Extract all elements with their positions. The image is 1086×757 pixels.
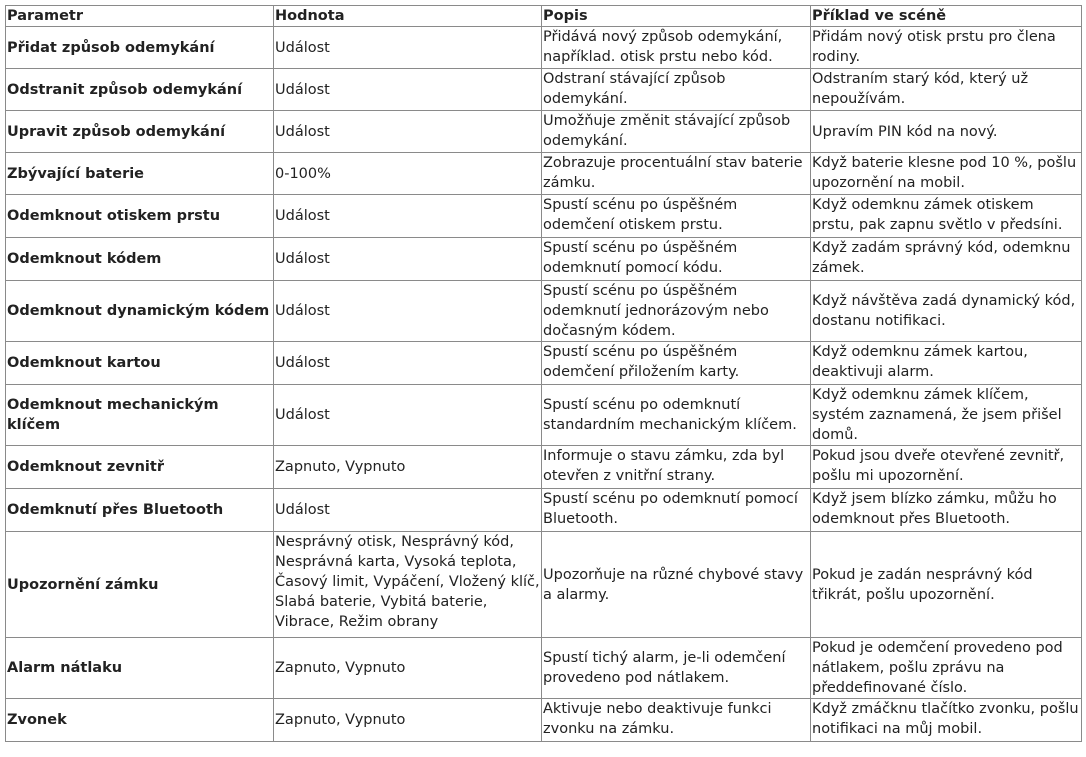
- parameter-description: Přidává nový způsob odemykání, například. otisk prstu nebo kód.: [542, 27, 811, 69]
- table-row: [6, 69, 1082, 111]
- parameter-example: Když jsem blízko zámku, můžu ho odemknout přes Bluetooth.: [811, 489, 1082, 532]
- parameter-example: Přidám nový otisk prstu pro člena rodiny.: [811, 27, 1082, 69]
- parameter-example: Když odemknu zámek otiskem prstu, pak zapnu světlo v předsíni.: [811, 195, 1082, 238]
- parameter-value: Událost: [274, 281, 542, 342]
- parameter-name: Zbývající baterie: [6, 153, 274, 195]
- parameter-description: Spustí scénu po odemknutí standardním mechanickým klíčem.: [542, 385, 811, 446]
- parameter-value: Zapnuto, Vypnuto: [274, 699, 542, 742]
- parameter-name: Odemknout otiskem prstu: [6, 195, 274, 238]
- parameter-example: Když odemknu zámek kartou, deaktivuji alarm.: [811, 342, 1082, 385]
- parameter-example: Když odemknu zámek klíčem, systém zaznamená, že jsem přišel domů.: [811, 385, 1082, 446]
- table-row: [6, 385, 1082, 446]
- parameter-name: Odstranit způsob odemykání: [6, 69, 274, 111]
- table-row: [6, 153, 1082, 195]
- parameter-example: Pokud jsou dveře otevřené zevnitř, pošlu mi upozornění.: [811, 446, 1082, 489]
- parameter-name: Upravit způsob odemykání: [6, 111, 274, 153]
- parameter-value: Událost: [274, 111, 542, 153]
- parameter-value: 0-100%: [274, 153, 542, 195]
- parameter-name: Odemknout kartou: [6, 342, 274, 385]
- table-row: [6, 195, 1082, 238]
- parameter-name: Odemknout mechanickým klíčem: [6, 385, 274, 446]
- parameter-example: Když zadám správný kód, odemknu zámek.: [811, 238, 1082, 281]
- table-row: [6, 532, 1082, 638]
- parameter-value: Zapnuto, Vypnuto: [274, 638, 542, 699]
- parameter-value: Událost: [274, 342, 542, 385]
- table-row: [6, 638, 1082, 699]
- parameter-description: Spustí scénu po úspěšném odemknutí jednorázovým nebo dočasným kódem.: [542, 281, 811, 342]
- parameter-description: Spustí scénu po úspěšném odemčení otiskem prstu.: [542, 195, 811, 238]
- table-row: [6, 27, 1082, 69]
- parameter-example: Pokud je zadán nesprávný kód třikrát, pošlu upozornění.: [811, 532, 1082, 638]
- parameter-value: Zapnuto, Vypnuto: [274, 446, 542, 489]
- parameter-name: Zvonek: [6, 699, 274, 742]
- parameter-example: Upravím PIN kód na nový.: [811, 111, 1082, 153]
- parameter-example: Když návštěva zadá dynamický kód, dostanu notifikaci.: [811, 281, 1082, 342]
- parameter-name: Odemknutí přes Bluetooth: [6, 489, 274, 532]
- table-row: [6, 446, 1082, 489]
- parameter-name: Přidat způsob odemykání: [6, 27, 274, 69]
- table-row: [6, 238, 1082, 281]
- parameter-example: Když baterie klesne pod 10 %, pošlu upozornění na mobil.: [811, 153, 1082, 195]
- parameters-table: [5, 5, 1082, 742]
- parameter-description: Aktivuje nebo deaktivuje funkci zvonku na zámku.: [542, 699, 811, 742]
- parameter-description: Informuje o stavu zámku, zda byl otevřen z vnitřní strany.: [542, 446, 811, 489]
- parameter-name: Odemknout zevnitř: [6, 446, 274, 489]
- header-hodnota: Hodnota: [274, 6, 542, 27]
- parameter-name: Alarm nátlaku: [6, 638, 274, 699]
- table-row: [6, 111, 1082, 153]
- parameter-name: Odemknout kódem: [6, 238, 274, 281]
- header-parametr: Parametr: [6, 6, 274, 27]
- parameter-value: Událost: [274, 238, 542, 281]
- header-priklad: Příklad ve scéně: [811, 6, 1082, 27]
- header-popis: Popis: [542, 6, 811, 27]
- parameter-value: Událost: [274, 69, 542, 111]
- parameter-example: Když zmáčknu tlačítko zvonku, pošlu notifikaci na můj mobil.: [811, 699, 1082, 742]
- parameter-value: Nesprávný otisk, Nesprávný kód, Nesprávná karta, Vysoká teplota, Časový limit, Vypáčení, Vložený klíč, Slabá baterie, Vybitá baterie, Vibrace, Režim obrany: [274, 532, 542, 638]
- parameter-description: Spustí scénu po úspěšném odemknutí pomocí kódu.: [542, 238, 811, 281]
- table-row: [6, 342, 1082, 385]
- parameter-example: Pokud je odemčení provedeno pod nátlakem, pošlu zprávu na předdefinované číslo.: [811, 638, 1082, 699]
- parameter-name: Odemknout dynamickým kódem: [6, 281, 274, 342]
- parameter-value: Událost: [274, 195, 542, 238]
- parameter-description: Upozorňuje na různé chybové stavy a alarmy.: [542, 532, 811, 638]
- parameter-value: Událost: [274, 385, 542, 446]
- parameter-description: Spustí scénu po odemknutí pomocí Bluetooth.: [542, 489, 811, 532]
- parameter-value: Událost: [274, 489, 542, 532]
- parameter-value: Událost: [274, 27, 542, 69]
- table-header-row: [6, 6, 1082, 27]
- table-row: [6, 489, 1082, 532]
- parameter-description: Umožňuje změnit stávající způsob odemykání.: [542, 111, 811, 153]
- parameter-description: Spustí tichý alarm, je-li odemčení provedeno pod nátlakem.: [542, 638, 811, 699]
- parameter-description: Zobrazuje procentuální stav baterie zámku.: [542, 153, 811, 195]
- parameter-example: Odstraním starý kód, který už nepoužívám.: [811, 69, 1082, 111]
- parameter-name: Upozornění zámku: [6, 532, 274, 638]
- parameter-description: Odstraní stávající způsob odemykání.: [542, 69, 811, 111]
- table-row: [6, 699, 1082, 742]
- table-row: [6, 281, 1082, 342]
- parameter-description: Spustí scénu po úspěšném odemčení přiložením karty.: [542, 342, 811, 385]
